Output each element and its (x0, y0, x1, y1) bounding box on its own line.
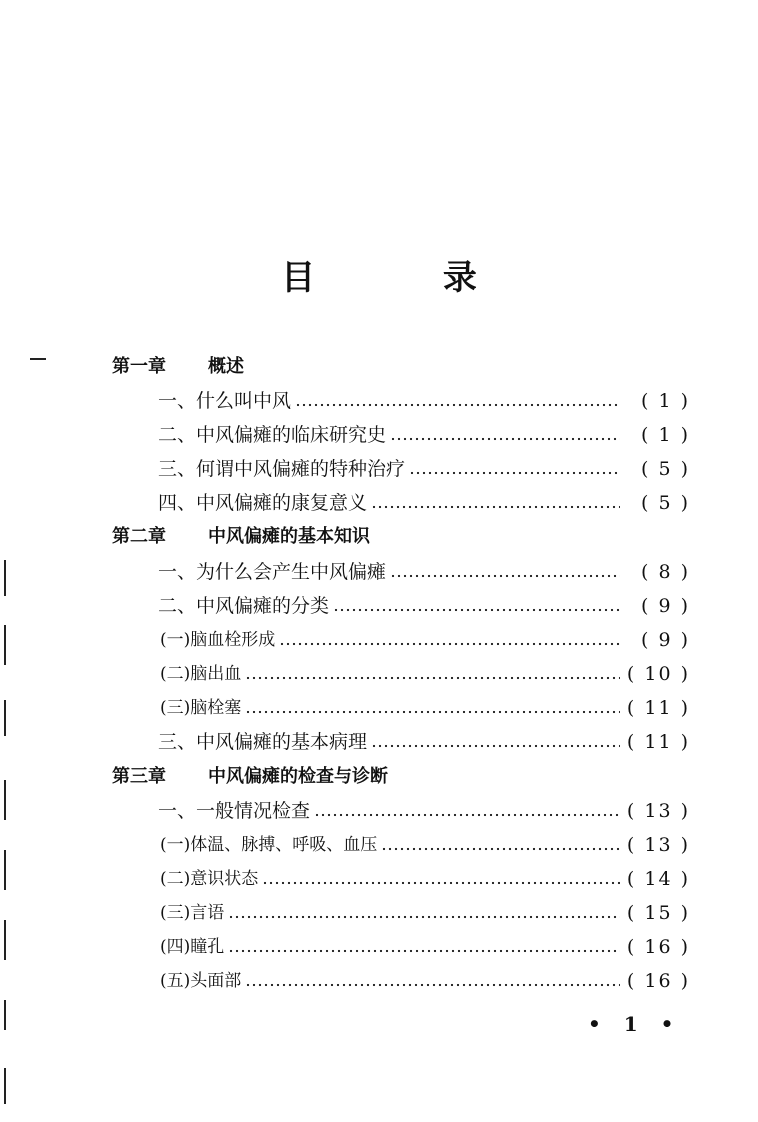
page-number: ( 13 ) (626, 800, 690, 822)
entry-label: 三、何谓中风偏瘫的特种治疗 (158, 458, 406, 480)
page-number: ( 5 ) (641, 458, 690, 480)
toc-entry[interactable] (158, 557, 690, 587)
entry-label: (一)脑血栓形成 (160, 630, 276, 650)
dot-leader (245, 693, 620, 723)
scan-mark (4, 780, 6, 820)
dot-leader (333, 591, 620, 621)
page-number: ( 15 ) (626, 902, 690, 924)
entry-label: (五)头面部 (160, 971, 242, 991)
toc-entry[interactable] (158, 796, 690, 826)
toc-entry[interactable] (158, 727, 690, 757)
dot-leader (390, 557, 620, 587)
toc-entry[interactable] (160, 932, 690, 962)
scan-mark (4, 700, 6, 736)
page-number: ( 9 ) (641, 629, 690, 651)
chapter-title: 中风偏瘫的基本知识 (208, 526, 370, 547)
dot-leader (262, 864, 620, 894)
entry-label: 三、中风偏瘫的基本病理 (158, 731, 368, 753)
toc-entry[interactable] (158, 591, 690, 621)
entry-label: 二、中风偏瘫的分类 (158, 595, 330, 617)
scan-mark (4, 920, 6, 960)
toc-entry[interactable] (160, 966, 690, 996)
entry-label: (二)脑出血 (160, 664, 242, 684)
page-number: ( 5 ) (641, 492, 690, 514)
page-number: ( 13 ) (626, 834, 690, 856)
entry-label: 四、中风偏瘫的康复意义 (158, 492, 368, 514)
page-number: ( 11 ) (626, 697, 690, 719)
chapter-number: 第二章 (112, 526, 166, 547)
toc-entry[interactable] (158, 454, 690, 484)
entry-label: (四)瞳孔 (160, 937, 225, 957)
dot-leader (245, 659, 620, 689)
chapter-heading[interactable] (112, 762, 388, 792)
dot-leader (228, 932, 620, 962)
page-number: ( 16 ) (626, 936, 690, 958)
scan-mark (4, 625, 6, 665)
page-folio: • 1 • (588, 1012, 682, 1036)
scan-mark (30, 358, 46, 360)
scan-mark (4, 850, 6, 890)
dot-leader (245, 966, 620, 996)
page-number: ( 16 ) (626, 970, 690, 992)
dot-leader (295, 386, 620, 416)
chapter-number: 第三章 (112, 766, 166, 787)
entry-label: (二)意识状态 (160, 869, 259, 889)
dot-leader (279, 625, 620, 655)
toc-entry[interactable] (158, 386, 690, 416)
dot-leader (371, 488, 620, 518)
chapter-title: 概述 (208, 356, 244, 377)
page-number: ( 14 ) (626, 868, 690, 890)
toc-entry[interactable] (160, 864, 690, 894)
entry-label: 一、一般情况检查 (158, 800, 311, 822)
entry-label: 一、什么叫中风 (158, 390, 292, 412)
dot-leader (371, 727, 620, 757)
page-number: ( 1 ) (641, 424, 690, 446)
page-title: 目 录 (281, 258, 535, 298)
dot-leader (390, 420, 620, 450)
toc-entry[interactable] (158, 488, 690, 518)
page-number: ( 9 ) (641, 595, 690, 617)
page-number: ( 1 ) (641, 390, 690, 412)
page-number: ( 10 ) (626, 663, 690, 685)
entry-label: 二、中风偏瘫的临床研究史 (158, 424, 387, 446)
chapter-heading[interactable] (112, 352, 244, 382)
entry-label: (三)脑栓塞 (160, 698, 242, 718)
chapter-title: 中风偏瘫的检查与诊断 (208, 766, 388, 787)
toc-entry[interactable] (160, 659, 690, 689)
scan-mark (4, 560, 6, 596)
entry-label: (一)体温、脉搏、呼吸、血压 (160, 835, 378, 855)
entry-label: (三)言语 (160, 903, 225, 923)
toc-entry[interactable] (160, 625, 690, 655)
dot-leader (314, 796, 620, 826)
entry-label: 一、为什么会产生中风偏瘫 (158, 561, 387, 583)
page-number: ( 11 ) (626, 731, 690, 753)
toc-entry[interactable] (160, 898, 690, 928)
scan-mark (4, 1000, 6, 1030)
toc-entry[interactable] (160, 693, 690, 723)
dot-leader (228, 898, 620, 928)
toc-entry[interactable] (158, 420, 690, 450)
chapter-number: 第一章 (112, 356, 166, 377)
chapter-heading[interactable] (112, 522, 370, 552)
dot-leader (381, 830, 620, 860)
scan-mark (4, 1068, 6, 1104)
page-number: ( 8 ) (641, 561, 690, 583)
toc-entry[interactable] (160, 830, 690, 860)
dot-leader (409, 454, 620, 484)
